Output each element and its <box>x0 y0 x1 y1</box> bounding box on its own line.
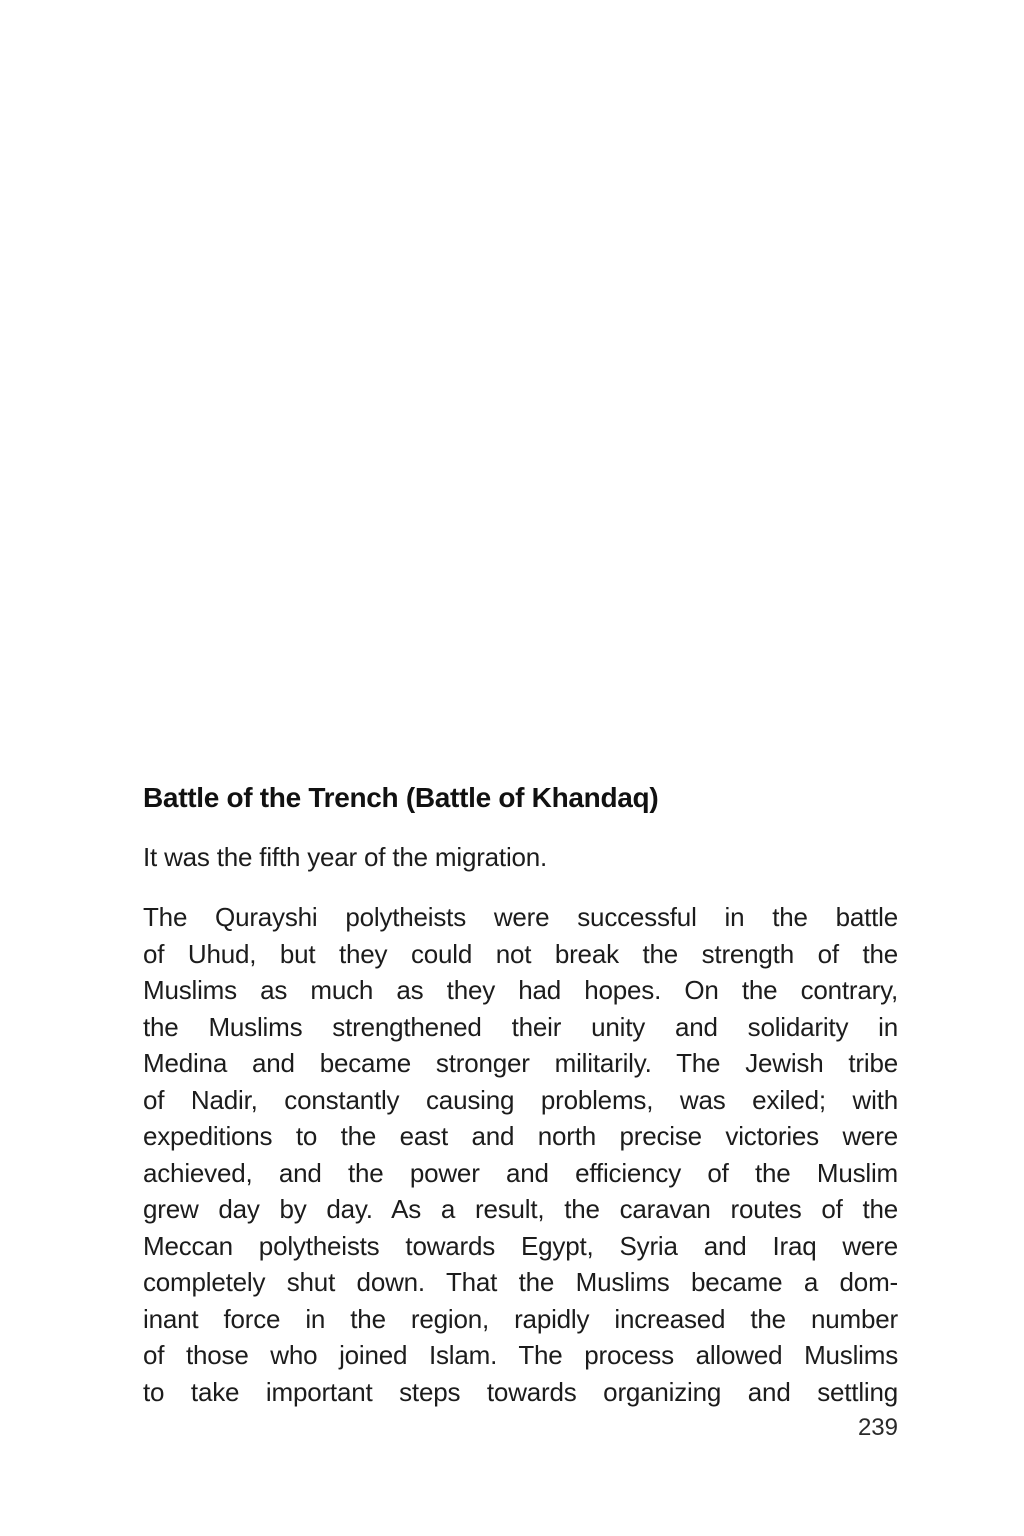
page-number: 239 <box>857 1414 898 1441</box>
paragraph-line: The Qurayshi polytheists were successful in the battle <box>143 902 898 932</box>
paragraph-line: of Uhud, but they could not break the strength of the <box>143 938 898 969</box>
paragraph-line: grew day by day. As a result, the caravan routes of the <box>143 1194 898 1224</box>
paragraph-line: of those who joined Islam. The process allowed Muslims <box>143 1340 898 1370</box>
paragraph-line: Meccan polytheists towards Egypt, Syria and Iraq were <box>143 1230 898 1261</box>
paragraph-line: expeditions to the east and north precise victories were <box>143 1121 898 1151</box>
paragraph-line: achieved, and the power and efficiency of the Muslim <box>143 1157 898 1188</box>
page-content <box>143 782 898 1443</box>
paragraph-line: the Muslims strengthened their unity and solidarity in <box>143 1011 898 1042</box>
body-paragraph <box>143 899 898 1410</box>
paragraph-line: Medina and became stronger militarily. The Jewish tribe <box>143 1048 898 1078</box>
section-heading: Battle of the Trench (Battle of Khandaq) <box>143 782 659 813</box>
intro-paragraph: It was the fifth year of the migration. <box>143 842 548 872</box>
paragraph-line: of Nadir, constantly causing problems, was exiled; with <box>143 1084 898 1115</box>
paragraph-line: completely shut down. That the Muslims became a dom- <box>143 1267 898 1297</box>
paragraph-line: Muslims as much as they had hopes. On the contrary, <box>143 975 898 1005</box>
paragraph-line: to take important steps towards organizing and settling <box>143 1376 898 1407</box>
paragraph-line: inant force in the region, rapidly increased the number <box>143 1303 898 1334</box>
